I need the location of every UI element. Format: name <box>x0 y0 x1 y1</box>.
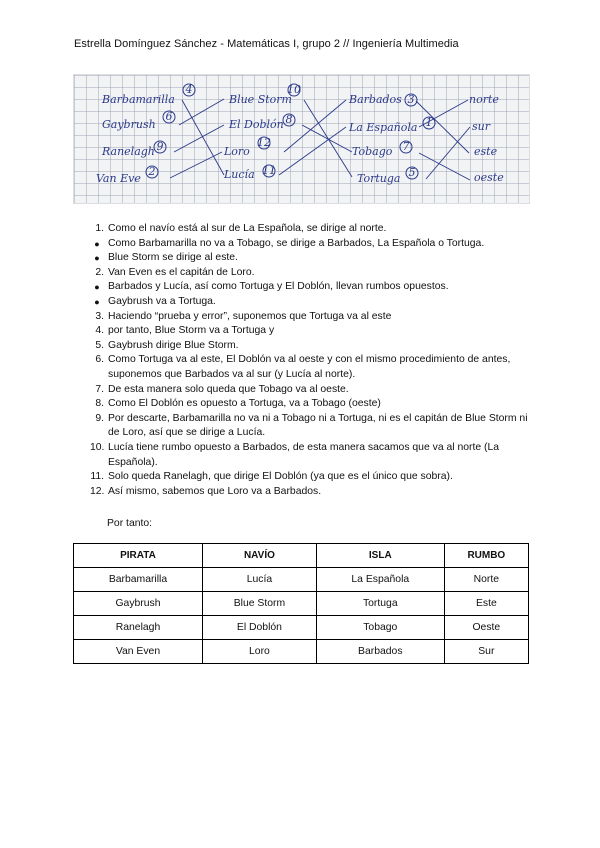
list-item-text: Blue Storm se dirige al este. <box>108 252 238 264</box>
direction-label: oeste <box>474 171 504 184</box>
list-item <box>90 397 530 412</box>
list-item-text: De esta manera solo queda que Tobago va al oeste. <box>108 383 349 395</box>
list-item-text: Solo queda Ranelagh, que dirige El Doblón (ya que es el único que sobra). <box>108 471 453 483</box>
island-label: Tobago <box>352 145 393 158</box>
list-marker: ● <box>94 296 100 307</box>
table-cell: La Española <box>316 568 444 592</box>
circled-number: 2 <box>148 165 156 178</box>
table-row <box>74 640 529 664</box>
circled-number: 6 <box>165 110 173 123</box>
column-header: RUMBO <box>444 544 528 568</box>
table-row <box>74 592 529 616</box>
list-marker: 9. <box>95 412 104 424</box>
list-item-text: Como Tortuga va al este, El Doblón va al oeste y con el mismo procedimiento de antes, suponemos que Barbados va al sur (y Lucía al norte). <box>108 354 511 380</box>
table-cell: Van Even <box>74 640 203 664</box>
pirate-label: Ranelagh <box>102 145 155 158</box>
list-marker: 2. <box>95 266 104 278</box>
table-row <box>74 616 529 640</box>
direction-label: norte <box>469 93 499 106</box>
list-item-text: Haciendo “prueba y error”, suponemos que Tortuga va al este <box>108 310 392 322</box>
table-cell: Barbamarilla <box>74 568 203 592</box>
direction-label: sur <box>472 120 490 133</box>
list-item <box>90 280 530 295</box>
circled-number: 11 <box>262 164 276 177</box>
table-cell: Gaybrush <box>74 592 203 616</box>
list-item-text: Barbados y Lucía, así como Tortuga y El Doblón, llevan rumbos opuestos. <box>108 281 449 293</box>
table-cell: Sur <box>444 640 528 664</box>
list-marker: ● <box>94 282 100 293</box>
list-item <box>90 412 530 441</box>
column-header: NAVÍO <box>202 544 316 568</box>
list-item <box>90 339 530 354</box>
table-cell: Este <box>444 592 528 616</box>
circled-number: 8 <box>285 113 293 126</box>
list-item <box>90 353 530 382</box>
table-cell: Barbados <box>316 640 444 664</box>
handwritten-diagram <box>74 75 529 203</box>
list-item <box>90 470 530 485</box>
direction-label: este <box>474 145 498 158</box>
table-header-row <box>74 544 529 568</box>
list-marker: 8. <box>95 398 104 410</box>
list-marker: 12. <box>90 485 105 497</box>
list-item-text: Como el navío está al sur de La Española, se dirige al norte. <box>108 223 387 234</box>
list-item <box>90 485 530 500</box>
list-item-text: Como Barbamarilla no va a Tobago, se dirige a Barbados, La Española o Tortuga. <box>108 237 485 249</box>
table-cell: Ranelagh <box>74 616 203 640</box>
list-item <box>90 295 530 310</box>
circled-number: 9 <box>156 140 164 153</box>
list-marker: 11. <box>90 471 104 483</box>
circled-number: 7 <box>402 140 410 153</box>
list-marker: 3. <box>95 310 104 322</box>
list-marker: 7. <box>95 383 104 395</box>
circled-number: 4 <box>185 83 193 96</box>
list-item <box>90 324 530 339</box>
list-marker: 6. <box>95 354 104 366</box>
ship-label: El Doblón <box>229 118 284 131</box>
conclusion-text: Por tanto: <box>107 518 153 529</box>
island-label: La Española <box>349 121 418 134</box>
reasoning-list <box>90 222 530 499</box>
page-header: Estrella Domínguez Sánchez - Matemáticas I, grupo 2 // Ingeniería Multimedia <box>74 38 459 50</box>
island-label: Tortuga <box>357 172 401 185</box>
list-item <box>90 310 530 325</box>
table-cell: Lucía <box>202 568 316 592</box>
list-item-text: Lucía tiene rumbo opuesto a Barbados, de esta manera sacamos que va al norte (La Española). <box>108 441 500 468</box>
ship-label: Loro <box>224 145 250 158</box>
circled-number: 3 <box>407 93 415 106</box>
table-row <box>74 568 529 592</box>
table-cell: Tortuga <box>316 592 444 616</box>
island-label: Barbados <box>349 93 402 106</box>
list-marker: 1. <box>95 223 104 234</box>
ship-label: Lucía <box>224 168 255 181</box>
list-marker: ● <box>94 253 100 264</box>
table-cell: Tobago <box>316 616 444 640</box>
list-item-text: Gaybrush va a Tortuga. <box>108 295 216 307</box>
circled-number: 10 <box>287 83 301 96</box>
solution-table <box>73 543 529 664</box>
table-cell: Norte <box>444 568 528 592</box>
list-item-text: Como El Doblón es opuesto a Tortuga, va a Tobago (oeste) <box>108 398 381 410</box>
list-marker: 10. <box>90 441 105 453</box>
list-item <box>90 383 530 398</box>
ship-label: Blue Storm <box>229 93 292 106</box>
table-cell: Loro <box>202 640 316 664</box>
handwritten-notes-photo <box>73 74 530 204</box>
list-item <box>90 251 530 266</box>
pirate-label: Van Eve <box>96 172 141 185</box>
list-item-text: Van Even es el capitán de Loro. <box>108 266 255 278</box>
list-item-text: Así mismo, sabemos que Loro va a Barbados. <box>108 485 322 497</box>
list-marker: 5. <box>95 339 104 351</box>
list-item <box>90 266 530 281</box>
column-header: ISLA <box>316 544 444 568</box>
pirate-label: Barbamarilla <box>102 93 175 106</box>
list-item <box>90 222 530 237</box>
column-header: PIRATA <box>74 544 203 568</box>
list-marker: 4. <box>95 325 104 337</box>
list-item <box>90 441 530 470</box>
pirate-label: Gaybrush <box>102 118 156 131</box>
circled-number: 1 <box>425 116 433 129</box>
circled-number: 5 <box>408 166 416 179</box>
list-marker: ● <box>94 238 100 249</box>
list-item-text: por tanto, Blue Storm va a Tortuga y <box>108 325 275 337</box>
table-cell: Blue Storm <box>202 592 316 616</box>
list-item <box>90 237 530 252</box>
table-cell: Oeste <box>444 616 528 640</box>
list-item-text: Gaybrush dirige Blue Storm. <box>108 339 239 351</box>
list-item-text: Por descarte, Barbamarilla no va ni a Tobago ni a Tortuga, ni es el capitán de Blue Storm ni de Loro, así que se dirige a Lucía. <box>108 412 528 439</box>
circled-number: 12 <box>257 136 271 149</box>
table-cell: El Doblón <box>202 616 316 640</box>
